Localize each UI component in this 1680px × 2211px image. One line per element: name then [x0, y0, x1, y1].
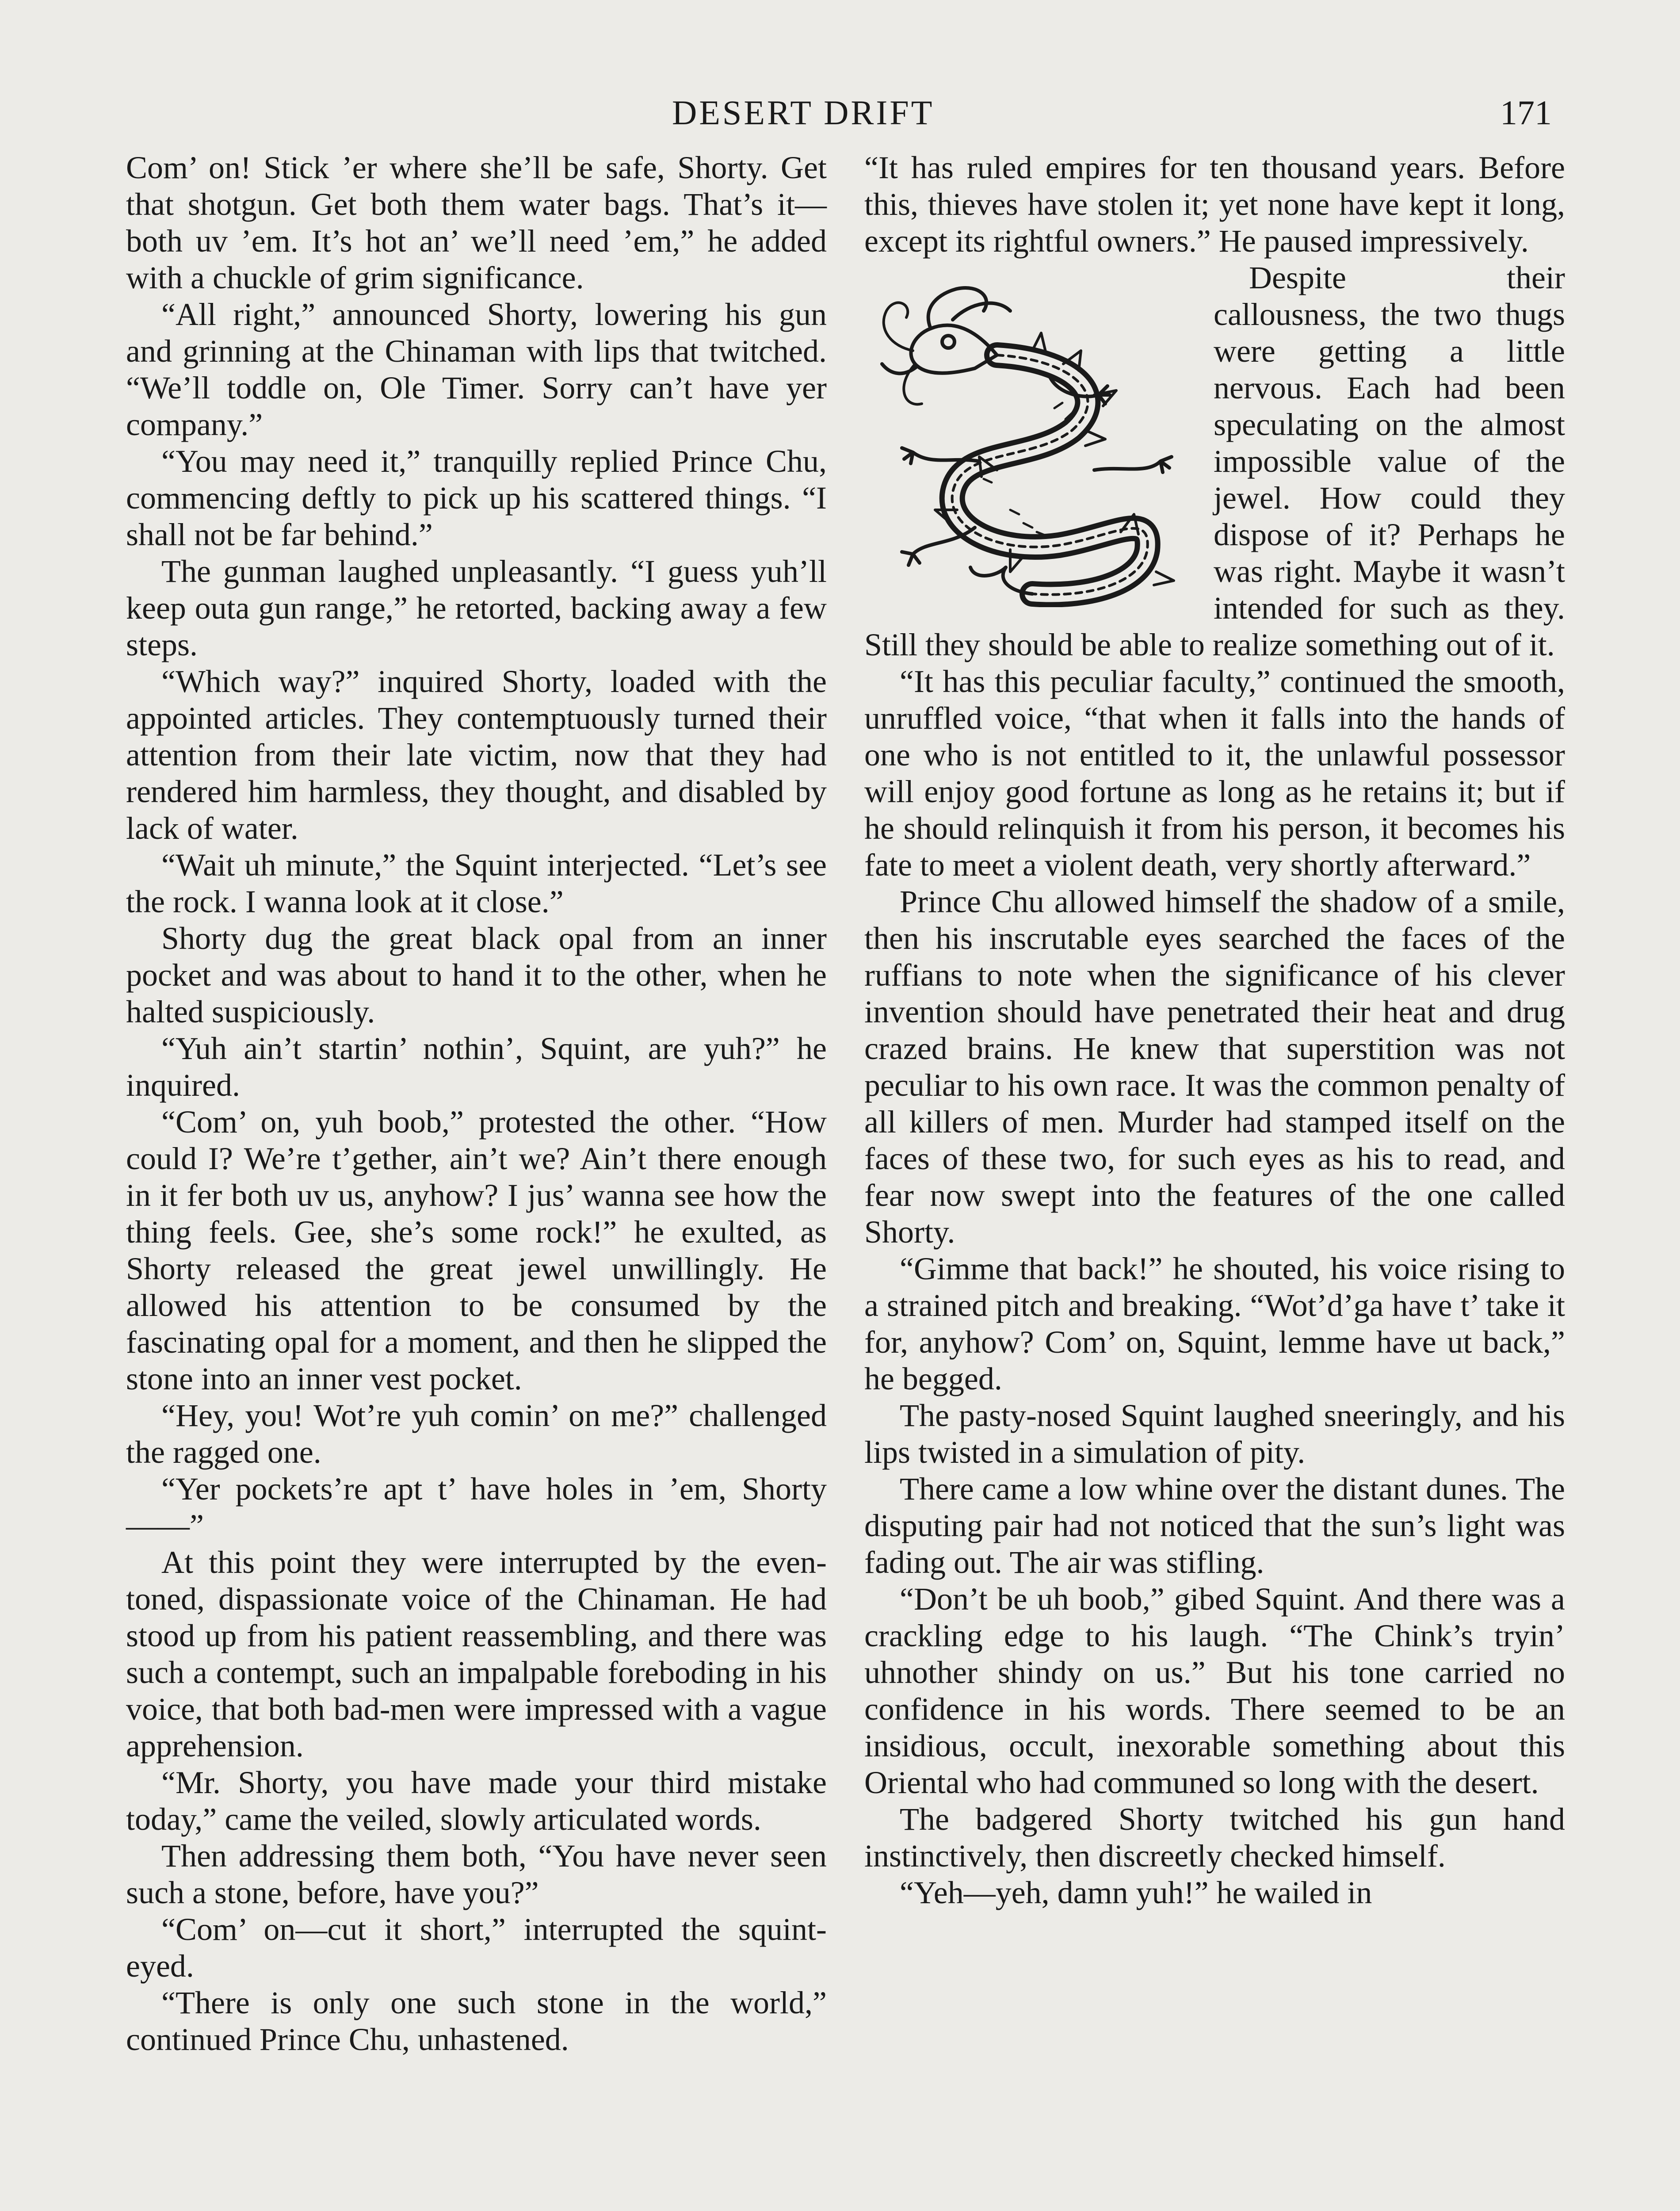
dragon-illustration [864, 262, 1196, 607]
paragraph: “Wait uh minute,” the Squint interjected. “Let’s see the rock. I wanna look at it close.” [126, 847, 827, 919]
paragraph: “Yuh ain’t startin’ nothin’, Squint, are yuh?” he inquired. [126, 1031, 827, 1103]
running-title: DESERT DRIFT [672, 93, 935, 132]
dragon-icon [864, 262, 1196, 607]
right-text-column [864, 149, 1565, 1911]
paragraph: “Gimme that back!” he shouted, his voice rising to a strained pitch and breaking. “Wot’d’ga have t’ take it for, anyhow? Com’ on, Squint, lemme have ut back,” he begged. [864, 1251, 1565, 1396]
left-text-column [126, 149, 827, 2058]
paragraph: “Com’ on—cut it short,” interrupted the squint-eyed. [126, 1912, 827, 1984]
paragraph: Prince Chu allowed himself the shadow of a smile, then his inscrutable eyes searched the faces of the ruffians to note when the significance of his clever invention should have penetrated their heat and drug crazed brains. He knew that superstition was not peculiar to his own race. It was the common penalty of all killers of men. Murder had stamped itself on the faces of these two, for such eyes as his to read, and fear now swept into the features of the one called Shorty. [864, 884, 1565, 1250]
paragraph: “All right,” announced Shorty, lowering his gun and grinning at the Chinaman with lips that twitched. “We’ll toddle on, Ole Timer. Sorry can’t have yer company.” [126, 297, 827, 442]
paragraph: “Yer pockets’re apt t’ have holes in ’em, Shorty——” [126, 1471, 827, 1543]
paragraph: The pasty-nosed Squint laughed sneeringly, and his lips twisted in a simulation of pity. [864, 1398, 1565, 1470]
paragraph: “Com’ on, yuh boob,” protested the other. “How could I? We’re t’gether, ain’t we? Ain’t there enough in it fer both uv us, anyhow? I jus’ wanna see how the thing feels. Gee, she’s some rock!” he exulted, as Shorty released the great jewel unwillingly. He allowed his attention to be consumed by the fascinating opal for a moment, and then he slipped the stone into an inner vest pocket. [126, 1104, 827, 1396]
paragraph: “Don’t be uh boob,” gibed Squint. And there was a crackling edge to his laugh. “The Chink’s tryin’ uhnother shindy on us.” But his tone carried no confidence in his words. There seemed to be an insidious, occult, inexorable something about this Oriental who had communed so long with the desert. [864, 1581, 1565, 1800]
paragraph: Com’ on! Stick ’er where she’ll be safe, Shorty. Get that shotgun. Get both them water bags. That’s it—both uv ’em. It’s hot an’ we’ll need ’em,” he added with a chuckle of grim significance. [126, 150, 827, 295]
paragraph: “It has this peculiar faculty,” continued the smooth, unruffled voice, “that when it falls into the hands of one who is not entitled to it, the unlawful possessor will enjoy good fortune as long as he retains it; but if he should relinquish it from his person, it becomes his fate to meet a violent death, very shortly afterward.” [864, 664, 1565, 883]
paragraph: “Hey, you! Wot’re yuh comin’ on me?” challenged the ragged one. [126, 1398, 827, 1470]
paragraph: There came a low whine over the distant dunes. The disputing pair had not noticed that the sun’s light was fading out. The air was stifling. [864, 1471, 1565, 1580]
paragraph: Despite their callousness, the two thugs were getting a little nervous. Each had been speculating on the almost impossible value of the jewel. How could they dispose of it? Perhaps he was right. Maybe it wasn’t intended for such as they. Still they should be able to realize something out of it. [864, 260, 1565, 662]
paragraph: “Which way?” inquired Shorty, loaded with the appointed articles. They contemptuously turned their attention from their late victim, now that they had rendered him harmless, they thought, and disabled by lack of water. [126, 664, 827, 846]
paragraph: The badgered Shorty twitched his gun hand instinctively, then discreetly checked himself. [864, 1802, 1565, 1874]
paragraph: Shorty dug the great black opal from an inner pocket and was about to hand it to the other, when he halted suspiciously. [126, 921, 827, 1029]
page-number: 171 [1500, 93, 1552, 132]
running-head [0, 91, 1680, 139]
paragraph: At this point they were interrupted by the even-toned, dispassionate voice of the Chinaman. He had stood up from his patient reassembling, and there was such a contempt, such an impalpable foreboding in his voice, that both bad-men were impressed with a vague apprehension. [126, 1545, 827, 1763]
paragraph: “You may need it,” tranquilly replied Prince Chu, commencing deftly to pick up his scattered things. “I shall not be far behind.” [126, 444, 827, 552]
paragraph: “It has ruled empires for ten thousand years. Before this, thieves have stolen it; yet none have kept it long, except its rightful owners.” He paused impressively. [864, 150, 1565, 259]
paragraph: Then addressing them both, “You have never seen such a stone, before, have you?” [126, 1838, 827, 1910]
paragraph: “Yeh—yeh, damn yuh!” he wailed in [900, 1875, 1372, 1910]
paragraph: “Mr. Shorty, you have made your third mistake today,” came the veiled, slowly articulated words. [126, 1765, 827, 1837]
paragraph: “There is only one such stone in the world,” continued Prince Chu, unhastened. [126, 1985, 827, 2057]
paragraph: The gunman laughed unpleasantly. “I guess yuh’ll keep outa gun range,” he retorted, backing away a few steps. [126, 554, 827, 662]
